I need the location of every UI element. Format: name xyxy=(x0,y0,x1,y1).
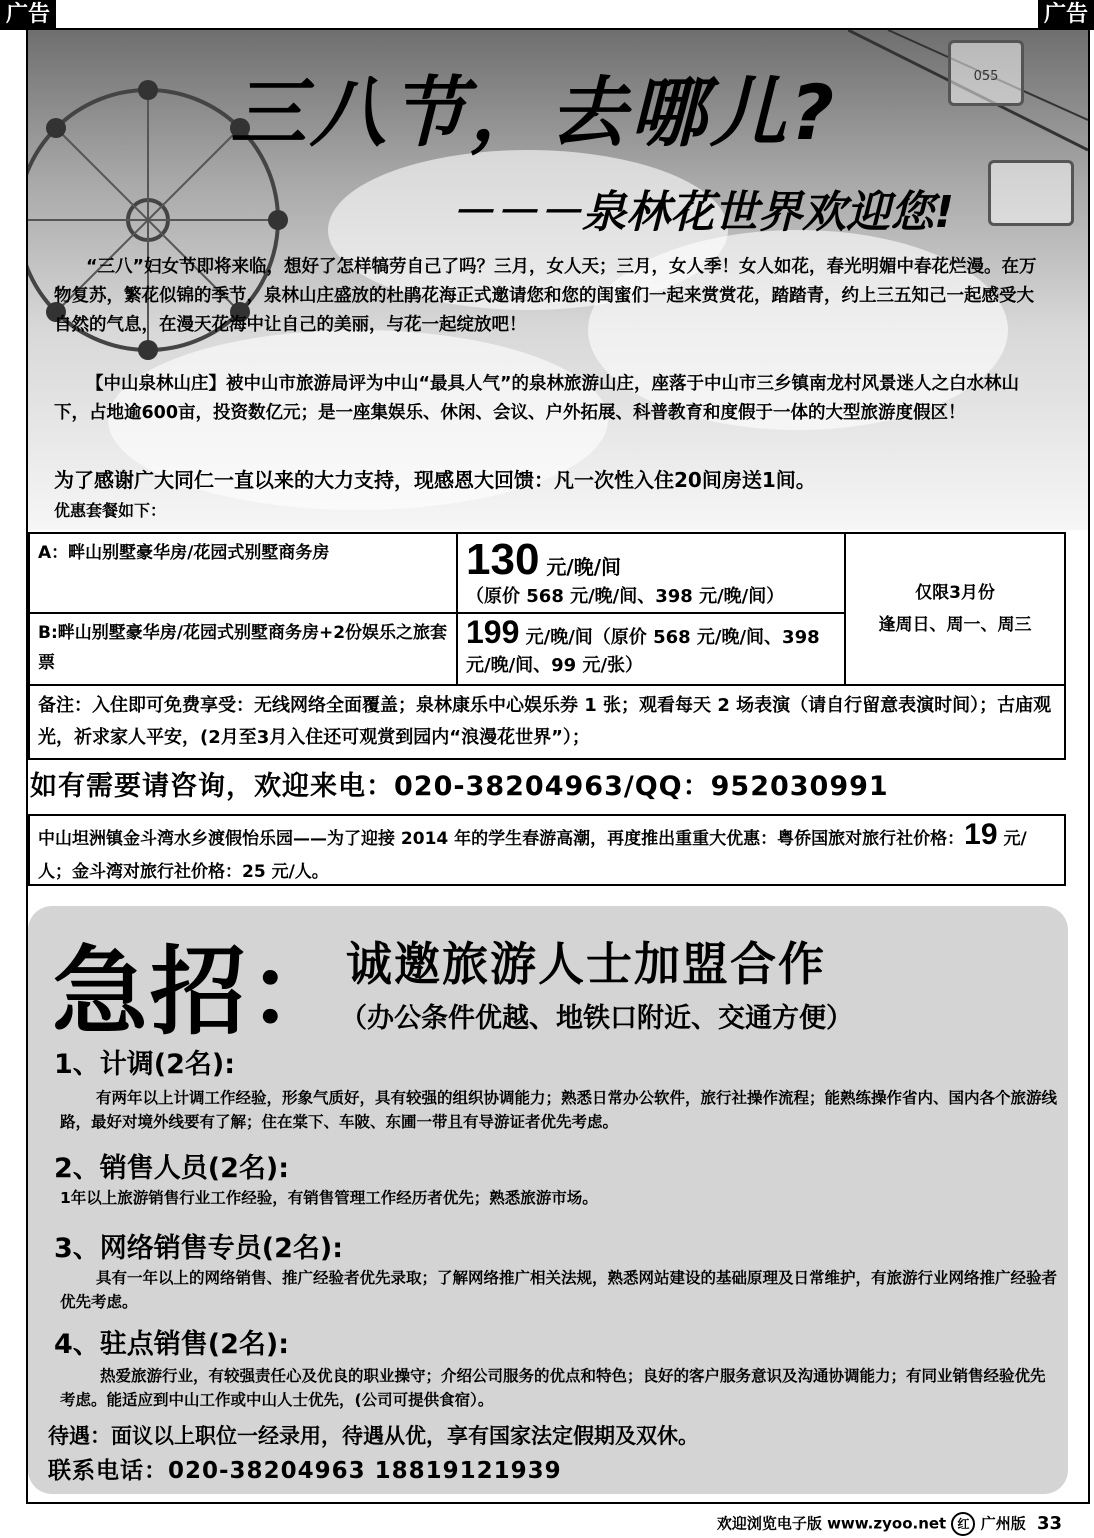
package-a-original-price: （原价 568 元/晚/间、398 元/晚/间） xyxy=(466,586,785,607)
intro-paragraph-1: “三八”妇女节即将来临，想好了怎样犒劳自己了吗？三月，女人天；三月，女人季！女人如花，春光明媚中春花烂漫。在万物复苏，繁花似锦的季节，泉林山庄盛放的杜鹃花海正式邀请您和您的闺蜜们一起来赏赏花，踏踏青，约上三五知己一起感受大自然的气息，在漫天花海中让自己的美丽，与花一起绽放吧！ xyxy=(54,257,1037,335)
validity-month: 仅限3月份 xyxy=(915,583,995,603)
package-a-price: 130 xyxy=(466,535,540,584)
page-number: 33 xyxy=(1036,1512,1062,1534)
promo-price: 19 xyxy=(964,818,998,851)
job-description: 热爱旅游行业，有较强责任心及优良的职业操守；介绍公司服务的优点和特色；良好的客户服务意识及沟通协调能力；有同业销售经验优先考虑。能适应到中山工作或中山人士优先，(公司可提供食宿）。 xyxy=(60,1367,1046,1409)
page-footer xyxy=(717,1512,1062,1536)
headline: 三八节，去哪儿? xyxy=(230,68,839,157)
ad-tag-left: 广告 xyxy=(0,0,56,30)
package-a-price-cell xyxy=(457,533,845,613)
gondola-number: 055 xyxy=(973,69,999,84)
promo-line-b: 元/人；金斗湾对旅行社价格：25 元/人。 xyxy=(38,829,1027,882)
package-table xyxy=(28,532,1066,760)
package-label: 优惠套餐如下： xyxy=(54,501,167,520)
package-a-unit: 元/晚/间 xyxy=(539,555,621,579)
contact-phone: 联系电话：020-38204963 18819121939 xyxy=(48,1458,562,1484)
urgent-hiring-title: 急招： xyxy=(52,936,346,1048)
job-title: 1、计调(2名): xyxy=(54,1049,236,1080)
job-description: 1年以上旅游销售行业工作经验，有销售管理工作经历者优先；熟悉旅游市场。 xyxy=(60,1189,598,1207)
publication-logo-icon: 红 xyxy=(951,1512,975,1536)
promo-box xyxy=(28,814,1066,886)
thanks-line: 为了感谢广大同仁一直以来的大力支持，现感恩大回馈：凡一次性入住20间房送1间。 xyxy=(54,468,816,492)
footer-edition: 广州版 xyxy=(980,1514,1026,1533)
job-description: 具有一年以上的网络销售、推广经验者优先录取；了解网络推广相关法规，熟悉网站建设的基础原理及日常维护，有旅游行业网络推广经验者优先考虑。 xyxy=(60,1269,1058,1311)
invite-subtitle: （办公条件优越、地铁口附近、交通方便） xyxy=(340,1003,853,1034)
sub-headline: －－－泉林花世界欢迎您! xyxy=(450,187,955,238)
package-b-details: 元/晚/间（原价 568 元/晚/间、398 元/晚/间、99 元/张） xyxy=(466,627,820,676)
package-a-name: A：畔山别墅豪华房/花园式别墅商务房 xyxy=(29,533,457,613)
job-description: 有两年以上计调工作经验，形象气质好，具有较强的组织协调能力；熟悉日常办公软件，旅行社操作流程；能熟练操作省内、国内各个旅游线路，最好对境外线要有了解；住在棠下、车陂、东圃一带且有导游证者优先考虑。 xyxy=(60,1089,1058,1131)
invite-title: 诚邀旅游人士加盟合作 xyxy=(346,937,826,991)
job-title: 3、网络销售专员(2名): xyxy=(54,1233,344,1264)
footer-site-text: 欢迎浏览电子版 www.zyoo.net xyxy=(716,1514,947,1533)
treatment-line: 待遇：面议以上职位一经录用，待遇从优，享有国家法定假期及双休。 xyxy=(48,1424,699,1448)
job-title: 2、销售人员(2名): xyxy=(54,1153,290,1184)
ad-tag-right: 广告 xyxy=(1038,0,1094,30)
job-title: 4、驻点销售(2名): xyxy=(54,1329,290,1360)
package-b-price: 199 xyxy=(466,614,520,650)
consult-phone: 如有需要请咨询，欢迎来电：020-38204963/QQ：952030991 xyxy=(30,771,889,802)
intro-paragraph-2: 【中山泉林山庄】被中山市旅游局评为中山“最具人气”的泉林旅游山庄，座落于中山市三乡镇南龙村风景迷人之白水林山下，占地逾600亩，投资数亿元；是一座集娱乐、休闲、会议、户外拓展、科普教育和度假于一体的大型旅游度假区！ xyxy=(54,374,1019,423)
promo-line-a: 中山坦洲镇金斗湾水乡渡假怡乐园——为了迎接 2014 年的学生春游高潮，再度推出重重大优惠：粤侨国旅对旅行社价格： xyxy=(38,829,965,849)
package-b-name: B:畔山别墅豪华房/花园式别墅商务房+2份娱乐之旅套票 xyxy=(29,613,457,685)
package-note: 备注：入住即可免费享受：无线网络全面覆盖；泉林康乐中心娱乐券 1 张；观看每天 2 场表演（请自行留意表演时间）；古庙观光，祈求家人平安，(2月至3月入住还可观赏到园内“浪漫花世界”）； xyxy=(29,685,1065,759)
validity-cell xyxy=(845,533,1065,685)
validity-days: 逢周日、周一、周三 xyxy=(878,615,1032,635)
package-b-price-cell xyxy=(457,613,845,685)
